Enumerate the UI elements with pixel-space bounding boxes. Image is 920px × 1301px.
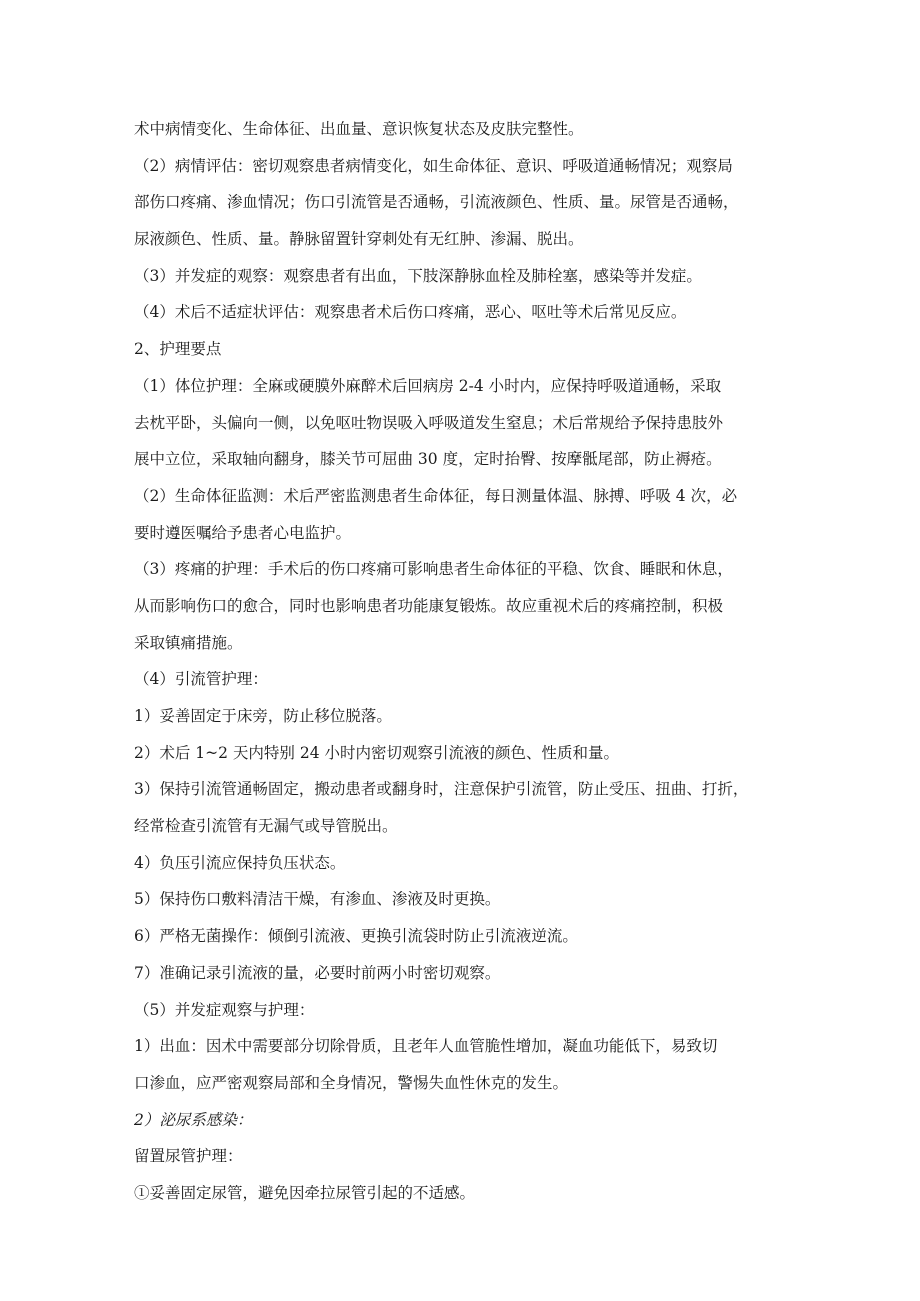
document-body: [134, 111, 810, 1212]
text-line: 留置尿管护理：: [134, 1147, 243, 1166]
text-line: 1）出血：因术中需要部分切除骨质，且老年人血管脆性增加，凝血功能低下，易致切: [134, 1037, 718, 1056]
section-heading: 2、护理要点: [134, 340, 222, 359]
text-line: 尿液颜色、性质、量。静脉留置针穿刺处有无红肿、渗漏、脱出。: [134, 230, 584, 249]
text-line: 口渗血，应严密观察局部和全身情况，警惕失血性休克的发生。: [134, 1073, 569, 1092]
text-line: 2）术后 1~2 天内特别 24 小时内密切观察引流液的颜色、性质和量。: [134, 743, 620, 762]
text-line: 5）保持伤口敷料清洁干燥，有渗血、渗液及时更换。: [134, 890, 501, 909]
text-line: 采取镇痛措施。: [134, 633, 243, 652]
text-line: 术中病情变化、生命体征、出血量、意识恢复状态及皮肤完整性。: [134, 120, 584, 138]
text-line: （5）并发症观察与护理：: [134, 1000, 315, 1019]
text-line: 部伤口疼痛、渗血情况；伤口引流管是否通畅，引流液颜色、性质、量。尿管是否通畅，: [134, 193, 739, 212]
text-line: （4）术后不适症状评估：观察患者术后伤口疼痛，恶心、呕吐等术后常见反应。: [134, 303, 687, 322]
text-line: 1）妥善固定于床旁，防止移位脱落。: [134, 707, 392, 725]
text-line: （3）疼痛的护理：手术后的伤口疼痛可影响患者生命体征的平稳、饮食、睡眠和休息，: [134, 560, 733, 579]
text-line: 4）负压引流应保持负压状态。: [134, 853, 346, 872]
text-line: （3）并发症的观察：观察患者有出血，下肢深静脉血栓及肺栓塞，感染等并发症。: [134, 266, 702, 285]
text-line: 3）保持引流管通畅固定，搬动患者或翻身时，注意保护引流管，防止受压、扭曲、打折，: [134, 780, 749, 799]
text-line: 去枕平卧，头偏向一侧，以免呕吐物误吸入呼吸道发生窒息；术后常规给予保持患肢外: [134, 413, 724, 432]
text-line: 展中立位，采取轴向翻身，膝关节可屈曲 30 度，定时抬臀、按摩骶尾部，防止褥疮。: [134, 450, 722, 469]
text-line: 6）严格无菌操作：倾倒引流液、更换引流袋时防止引流液逆流。: [134, 927, 578, 946]
text-line: 7）准确记录引流液的量，必要时前两小时密切观察。: [134, 963, 501, 982]
text-line: （2）生命体征监测：术后严密监测患者生命体征，每日测量体温、脉搏、呼吸 4 次，必: [134, 486, 738, 505]
text-line: 要时遵医嘱给予患者心电监护。: [134, 523, 352, 542]
text-line: （1）体位护理：全麻或硬膜外麻醉术后回病房 2-4 小时内，应保持呼吸道通畅，采取: [134, 376, 722, 395]
text-line: （4）引流管护理：: [134, 670, 268, 689]
text-line: ①妥善固定尿管，避免因牵拉尿管引起的不适感。: [134, 1183, 476, 1202]
text-line: 2）泌尿系感染：: [134, 1110, 253, 1129]
text-line: 从而影响伤口的愈合，同时也影响患者功能康复锻炼。故应重视术后的疼痛控制，积极: [134, 596, 724, 615]
text-line: 经常检查引流管有无漏气或导管脱出。: [134, 817, 398, 836]
text-line: （2）病情评估：密切观察患者病情变化，如生命体征、意识、呼吸道通畅情况；观察局: [134, 156, 733, 175]
